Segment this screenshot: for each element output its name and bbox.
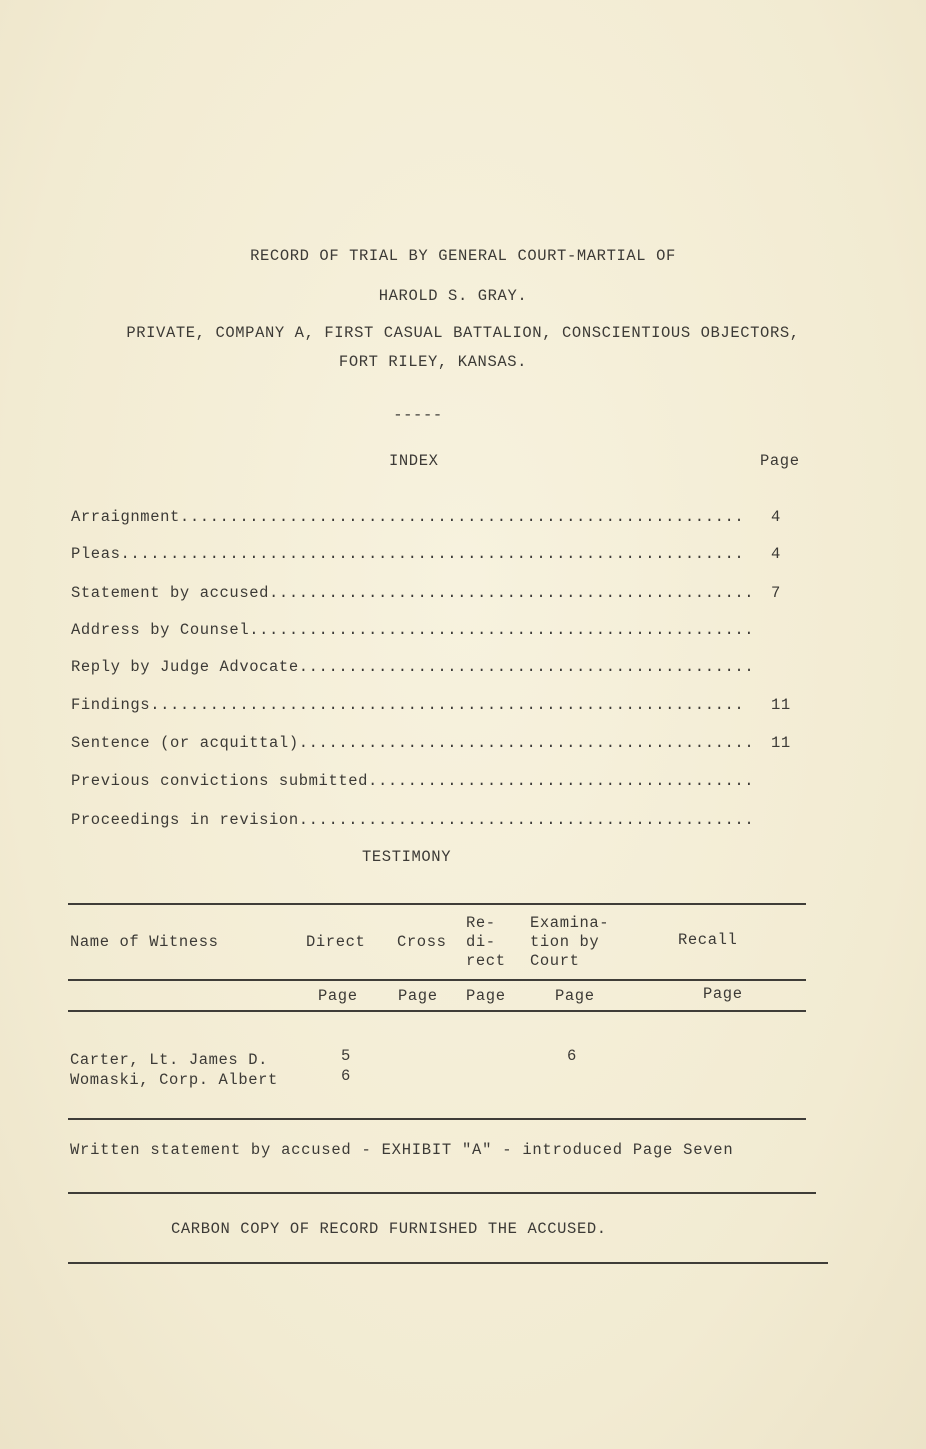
dot-leader: ..............................................: [298, 658, 755, 676]
index-entry-label: Proceedings in revision: [71, 811, 299, 829]
dot-leader: ............................................................: [150, 696, 745, 714]
page-label-redirect: Page: [466, 987, 506, 1005]
exhibit-statement: Written statement by accused - EXHIBIT "A" - introduced Page Seven: [70, 1141, 734, 1159]
index-entry: [71, 658, 811, 680]
index-entry: [71, 621, 811, 643]
index-entry-label: Address by Counsel: [71, 621, 250, 639]
index-entry-page: 11: [771, 696, 791, 714]
index-entry-label: Statement by accused: [71, 584, 270, 602]
record-title: RECORD OF TRIAL BY GENERAL COURT-MARTIAL OF: [250, 247, 676, 265]
witness-direct-page: 6: [341, 1067, 351, 1085]
header-examination-by-court: Examina- tion by Court: [530, 914, 610, 970]
page-label-direct: Page: [318, 987, 358, 1005]
index-entry: [71, 696, 811, 718]
dot-leader: .......................................: [368, 772, 755, 790]
accused-name: HAROLD S. GRAY.: [378, 287, 528, 305]
table-page-rule: [68, 1010, 806, 1012]
index-title: INDEX: [389, 452, 439, 470]
exhibit-rule: [68, 1192, 816, 1194]
dot-leader: ...............................................................: [120, 545, 745, 563]
header-separator: -----: [393, 406, 443, 424]
footer-rule: [68, 1262, 828, 1264]
dot-leader: .........................................................: [179, 508, 745, 526]
index-entry-label: Pleas: [71, 545, 121, 563]
index-entry-label: Previous convictions submitted: [71, 772, 369, 790]
header-name-of-witness: Name of Witness: [70, 933, 219, 951]
index-entry-page: 4: [771, 508, 781, 526]
index-entry: [71, 584, 811, 606]
index-entry: [71, 508, 811, 530]
header-cross: Cross: [397, 933, 447, 951]
index-entry: [71, 772, 811, 794]
index-entry-page: 7: [771, 584, 781, 602]
dot-leader: ..............................................: [298, 811, 755, 829]
header-redirect: Re- di- rect: [466, 914, 506, 970]
index-entry: [71, 734, 811, 756]
index-entry: [71, 811, 811, 833]
index-entry-page: 11: [771, 734, 791, 752]
carbon-copy-note: CARBON COPY OF RECORD FURNISHED THE ACCUSED.: [171, 1220, 607, 1238]
witness-name: Carter, Lt. James D.: [70, 1051, 269, 1069]
index-page-heading: Page: [760, 452, 800, 470]
index-entry-label: Reply by Judge Advocate: [71, 658, 299, 676]
index-entry-page: 4: [771, 545, 781, 563]
dot-leader: ..............................................: [298, 734, 755, 752]
page-label-recall: Page: [703, 985, 743, 1003]
page-label-court: Page: [555, 987, 595, 1005]
witness-direct-page: 5: [341, 1047, 351, 1065]
unit-line: PRIVATE, COMPANY A, FIRST CASUAL BATTALION, CONSCIENTIOUS OBJECTORS,: [126, 324, 800, 342]
index-entry-label: Findings: [71, 696, 151, 714]
witness-name: Womaski, Corp. Albert: [70, 1071, 278, 1089]
index-entry-label: Sentence (or acquittal): [71, 734, 299, 752]
table-bottom-rule: [68, 1118, 806, 1120]
header-recall: Recall: [678, 931, 738, 949]
index-entry-label: Arraignment: [71, 508, 180, 526]
dot-leader: ...................................................: [249, 621, 755, 639]
page-label-cross: Page: [398, 987, 438, 1005]
dot-leader: .................................................: [269, 584, 755, 602]
table-top-rule: [68, 903, 806, 905]
index-entry: [71, 545, 811, 567]
witness-court-page: 6: [567, 1047, 577, 1065]
testimony-title: TESTIMONY: [362, 848, 452, 866]
table-header-rule: [68, 979, 806, 981]
header-direct: Direct: [306, 933, 366, 951]
location-line: FORT RILEY, KANSAS.: [338, 353, 528, 371]
